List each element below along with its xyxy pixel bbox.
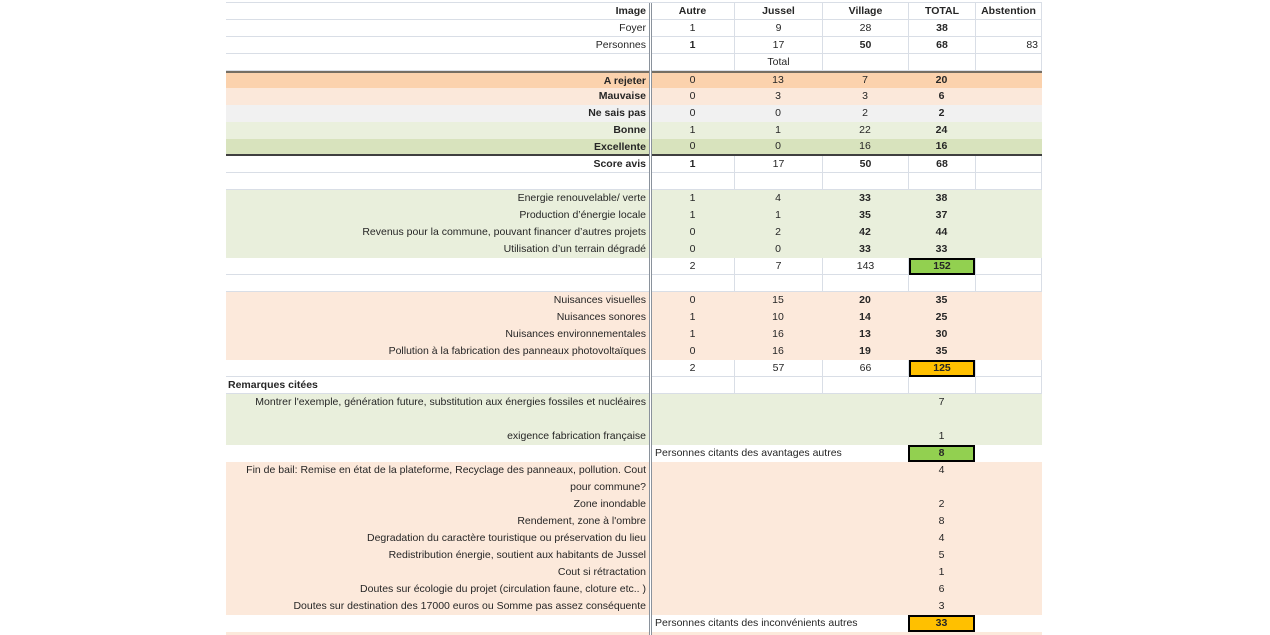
cell[interactable] [908,258,975,274]
cell[interactable]: 83 [975,37,1042,53]
cell[interactable]: 50 [822,37,908,53]
cell[interactable] [651,496,734,513]
column-header[interactable]: Autre [678,4,707,17]
cell[interactable]: 1 [689,192,696,204]
cell[interactable] [975,615,1042,632]
cell[interactable] [651,564,734,581]
row-label[interactable] [226,173,651,189]
cell[interactable] [975,462,1042,496]
cell[interactable] [975,343,1042,360]
cell[interactable]: 1 [938,566,945,578]
cell[interactable] [975,428,1042,445]
row-ne-sais-pas [226,105,1042,122]
cell[interactable]: 8 [938,515,945,527]
cell[interactable]: 33 [859,243,871,255]
cell[interactable]: 0 [689,294,696,306]
highlight-box[interactable]: 125 [909,360,975,377]
cell[interactable] [822,377,908,393]
cell[interactable] [734,428,822,445]
row-personnes [226,37,1042,54]
cell[interactable] [651,530,734,547]
cell[interactable] [975,190,1042,207]
cell[interactable]: 2 [775,226,781,238]
cell[interactable] [651,547,734,564]
cell[interactable]: 38 [935,192,948,204]
cell[interactable]: 0 [689,107,696,119]
row-label[interactable]: Nuisances environnementales [505,328,646,340]
cell[interactable] [975,20,1042,36]
cell[interactable]: 2 [938,107,945,119]
cell[interactable]: 0 [689,345,696,357]
row-label[interactable]: Personnes [595,39,646,51]
cell[interactable]: 17 [734,156,822,172]
column-separator [649,3,652,635]
cell[interactable]: 1 [689,311,696,323]
cell[interactable] [822,598,908,615]
cell[interactable]: 4 [938,464,945,476]
cell[interactable] [975,105,1042,122]
cell[interactable]: 38 [908,20,975,36]
cell[interactable]: 25 [935,311,948,323]
row-remarque-17000-euros [226,598,1042,615]
row-label[interactable]: Excellente [594,141,646,153]
cell[interactable] [908,173,975,189]
cell[interactable] [975,173,1042,189]
row-label[interactable]: Image [615,5,646,17]
cell[interactable]: 44 [935,226,948,238]
cell[interactable]: 1 [689,21,696,34]
row-excellente [226,139,1042,156]
row-remarque-fin-de-bail [226,462,1042,496]
cell[interactable]: 68 [908,37,975,53]
row-inconvenients-total [226,360,1042,377]
cell[interactable] [975,581,1042,598]
cell[interactable] [651,513,734,530]
cell[interactable]: 0 [689,90,696,102]
row-nuisances-visuelles [226,292,1042,309]
row-energie-renouvelable [226,190,1042,207]
cell[interactable] [908,615,975,632]
cell[interactable] [651,598,734,615]
cell[interactable]: 42 [859,226,871,238]
cell[interactable] [975,258,1042,274]
cell[interactable] [975,122,1042,139]
cell[interactable] [734,530,822,547]
cell[interactable]: 57 [734,360,822,376]
cell[interactable]: 1 [938,430,945,442]
cell[interactable] [822,275,908,291]
cell[interactable] [975,88,1042,105]
cell[interactable]: 16 [772,328,784,340]
cell[interactable]: 0 [775,107,781,119]
cell[interactable] [975,207,1042,224]
row-inconvenients-autres [226,615,1042,632]
row-label[interactable]: A rejeter [603,75,646,87]
cell[interactable] [822,462,908,496]
row-mauvaise [226,88,1042,105]
cell[interactable] [822,173,908,189]
row-label[interactable]: Nuisances sonores [556,311,646,323]
cell[interactable] [975,394,1042,428]
cell[interactable]: 35 [935,294,948,306]
cell[interactable]: 7 [862,74,868,86]
cell[interactable] [822,513,908,530]
cell[interactable]: 13 [772,74,784,86]
cell[interactable] [975,513,1042,530]
cell[interactable]: 68 [908,156,975,172]
cell[interactable] [651,462,734,496]
cell[interactable] [822,564,908,581]
row-label[interactable]: Montrer l'exemple, génération future, substitution aux énergies fossiles et nucléaires [255,396,646,408]
cell[interactable] [975,139,1042,154]
cell[interactable] [822,428,908,445]
cell[interactable]: 6 [938,90,945,102]
cell[interactable] [975,156,1042,172]
cell[interactable]: 30 [935,328,948,340]
survey-table [226,2,1042,635]
column-header[interactable]: Village [822,3,908,19]
cell[interactable] [822,547,908,564]
cell[interactable] [975,496,1042,513]
cell[interactable]: 16 [935,140,948,152]
span-label[interactable]: Personnes citants des avantages autres [655,447,842,459]
row-remarque-ecologie [226,581,1042,598]
cell[interactable] [822,394,908,428]
highlight-box[interactable]: 152 [909,258,975,275]
cell[interactable] [734,275,822,291]
row-label[interactable]: Degradation du caractère touristique ou préservation du lieu [366,532,646,544]
cell[interactable]: 7 [734,258,822,274]
cell[interactable] [734,598,822,615]
row-label[interactable]: Revenus pour la commune, pouvant financer d’autres projets [362,226,646,238]
cell[interactable]: 20 [859,294,871,306]
row-avantages-total [226,258,1042,275]
cell[interactable]: 6 [938,583,945,595]
cell[interactable] [734,513,822,530]
cell[interactable] [975,547,1042,564]
row-label[interactable] [226,445,651,462]
row-a-rejeter [226,71,1042,88]
row-avantages-autres [226,445,1042,462]
header-row [226,3,1042,20]
cell[interactable]: 19 [859,345,871,357]
cell[interactable]: 24 [935,124,948,136]
row-remarque-rendement [226,513,1042,530]
highlight-box[interactable]: 8 [908,445,975,462]
row-revenus-commune [226,224,1042,241]
row-nuisances-environnementales [226,326,1042,343]
cell[interactable] [822,581,908,598]
cell[interactable]: 0 [689,243,696,255]
cell[interactable] [651,377,734,393]
row-foyer [226,20,1042,37]
cell[interactable] [975,530,1042,547]
row-remarque-zone-inondable [226,496,1042,513]
row-remarque-degradation [226,530,1042,547]
cell[interactable]: 37 [935,209,948,221]
cell[interactable] [908,377,975,393]
cell[interactable]: 3 [862,90,868,102]
cell[interactable]: 1 [689,157,696,170]
row-terrain-degrade [226,241,1042,258]
cell[interactable] [651,173,734,189]
row-label[interactable] [226,54,651,70]
row-total-caption [226,54,1042,71]
spacer-row [226,173,1042,190]
cell[interactable]: 5 [938,549,945,561]
cell[interactable]: 20 [935,74,948,86]
cell[interactable] [975,598,1042,615]
row-label[interactable]: Doutes sur destination des 17000 euros ou Somme pas assez conséquente [293,600,646,612]
cell[interactable]: 2 [689,259,696,272]
cell[interactable] [975,224,1042,241]
row-label[interactable] [226,275,651,291]
row-production-energie [226,207,1042,224]
cell[interactable]: 2 [862,107,868,119]
cell[interactable] [908,275,975,291]
cell[interactable]: 1 [689,38,696,51]
row-remarque-exemple [226,394,1042,428]
cell[interactable] [908,54,975,70]
row-label[interactable]: Cout si rétractation [557,566,646,578]
cell[interactable] [651,275,734,291]
cell[interactable]: 16 [859,140,871,152]
spacer-row [226,275,1042,292]
cell[interactable] [734,394,822,428]
cell[interactable]: 0 [689,140,696,152]
cell[interactable]: 28 [822,20,908,36]
row-label[interactable] [226,258,651,274]
row-bonne [226,122,1042,139]
cell[interactable]: 1 [689,209,696,221]
cell[interactable] [734,462,822,496]
cell[interactable]: 9 [734,20,822,36]
cell[interactable] [734,377,822,393]
row-label[interactable]: Remarques citées [228,379,318,391]
cell[interactable] [975,326,1042,343]
cell[interactable] [734,496,822,513]
row-label[interactable] [226,615,651,632]
cell[interactable] [975,73,1042,88]
cell[interactable]: 35 [859,209,871,221]
row-label[interactable]: Nuisances visuelles [553,294,646,306]
cell[interactable]: 1 [775,209,781,221]
cell[interactable] [651,54,734,70]
cell[interactable]: 33 [859,192,871,204]
cell[interactable] [734,564,822,581]
cell[interactable] [822,496,908,513]
cell[interactable] [734,547,822,564]
cell[interactable]: 33 [935,243,948,255]
row-label[interactable]: Ne sais pas [588,107,646,119]
cell[interactable]: 15 [772,294,784,306]
row-label[interactable]: Pollution à la fabrication des panneaux photovoltaïques [388,345,646,357]
cell[interactable] [651,394,734,428]
cell[interactable]: 7 [938,396,945,408]
row-label[interactable]: Fin de bail: Remise en état de la plateforme, Recyclage des panneaux, pollution. Cout pour commune? [246,464,646,493]
cell[interactable] [908,445,975,462]
row-label[interactable]: Energie renouvelable/ verte [517,192,646,204]
column-header[interactable]: Jussel [734,3,822,19]
cell[interactable] [975,54,1042,70]
cell[interactable]: 1 [689,328,696,340]
row-label[interactable]: Doutes sur écologie du projet (circulation faune, cloture etc.. ) [360,583,646,595]
row-pollution-fabrication [226,343,1042,360]
cell[interactable]: 35 [935,345,948,357]
cell[interactable] [651,428,734,445]
cell[interactable]: 0 [775,140,781,152]
cell[interactable]: 143 [822,258,908,274]
row-label[interactable]: Mauvaise [598,90,646,102]
cell[interactable]: 2 [689,361,696,374]
row-remarques-citees [226,377,1042,394]
cell[interactable] [975,292,1042,309]
row-label[interactable]: Foyer [619,22,646,34]
cell[interactable] [651,581,734,598]
column-header[interactable]: Abstention [975,3,1042,19]
cell[interactable]: 1 [689,124,696,136]
cell[interactable] [975,360,1042,376]
row-label[interactable]: exigence fabrication française [507,430,646,442]
cell[interactable]: 2 [938,498,945,510]
cell[interactable]: 14 [859,311,871,323]
cell[interactable]: 0 [689,226,696,238]
cell[interactable] [975,445,1042,462]
cell[interactable] [822,530,908,547]
cell[interactable] [908,360,975,376]
cell[interactable]: 66 [822,360,908,376]
cell[interactable]: 10 [772,311,784,323]
row-remarque-redistribution [226,547,1042,564]
cell[interactable] [975,275,1042,291]
row-label[interactable]: Production d’énergie locale [519,209,646,221]
cell[interactable]: 50 [822,156,908,172]
row-label[interactable] [226,360,651,376]
cell[interactable] [822,54,908,70]
cell[interactable]: 22 [859,124,871,136]
cell[interactable] [734,173,822,189]
cell[interactable]: 3 [775,90,781,102]
row-label[interactable]: Bonne [613,124,646,136]
cell[interactable]: 1 [775,124,781,136]
cell[interactable]: 13 [859,328,871,340]
cell[interactable]: 4 [938,532,945,544]
cell[interactable] [975,309,1042,326]
span-label[interactable]: Personnes citants des inconvénients autres [655,617,858,629]
highlight-box[interactable]: 33 [908,615,975,632]
cell[interactable] [975,241,1042,258]
row-remarque-cout-retractation [226,564,1042,581]
cell[interactable]: 4 [775,192,781,204]
row-score-avis [226,156,1042,173]
cell[interactable] [734,581,822,598]
cell[interactable]: 3 [938,600,945,612]
cell[interactable]: 0 [689,74,696,86]
row-label[interactable]: Rendement, zone à l'ombre [517,515,646,527]
row-label[interactable]: Utilisation d’un terrain dégradé [503,243,646,255]
row-label[interactable]: Zone inondable [573,498,646,510]
column-header[interactable]: TOTAL [908,3,975,19]
cell[interactable]: Total [734,54,822,70]
cell[interactable]: 16 [772,345,784,357]
cell[interactable] [975,564,1042,581]
cell[interactable]: 17 [734,37,822,53]
row-label[interactable]: Score avis [593,158,646,170]
row-label[interactable]: Redistribution énergie, soutient aux habitants de Jussel [388,549,646,561]
row-nuisances-sonores [226,309,1042,326]
cell[interactable] [975,377,1042,393]
cell[interactable]: 0 [775,243,781,255]
row-remarque-fabrication-francaise [226,428,1042,445]
